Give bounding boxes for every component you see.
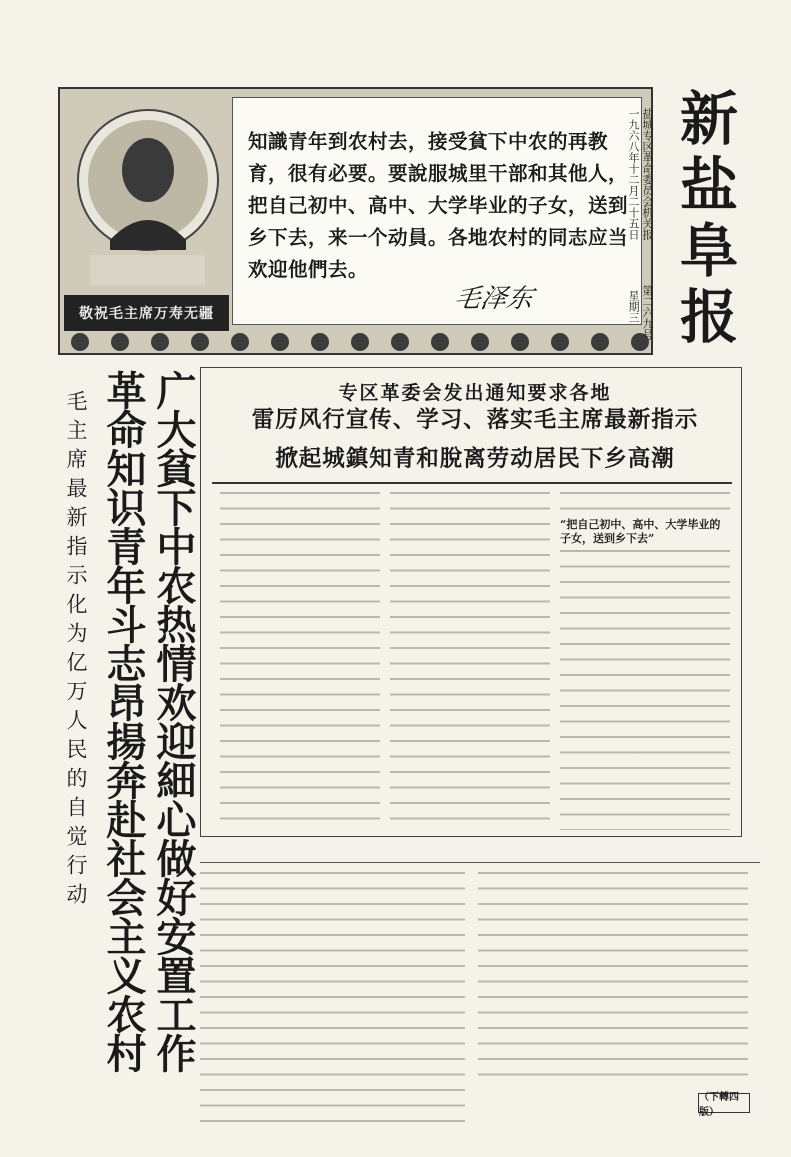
continued-label: （下轉四版） xyxy=(698,1093,750,1113)
left-vertical-slogan: 毛主席最新指示化为亿万人民的自觉行动 xyxy=(64,390,88,912)
masthead-weekday: 星期三 xyxy=(627,290,640,323)
article-highlight-quote: “把自己初中、高中、大学毕业的子女，送到乡下去” xyxy=(560,518,721,545)
article-kicker: 专区革委会发出通知要求各地 xyxy=(338,382,612,404)
big-headline-2: 革命知识青年斗志昂揚奔赴社会主义农村 xyxy=(100,370,147,1072)
article-column-3 xyxy=(560,550,730,830)
section-divider xyxy=(200,862,760,863)
big-headline-1: 广大貧下中农热情欢迎細心做好安置工作 xyxy=(150,370,197,1072)
article-column-1 xyxy=(220,492,380,830)
portrait-image xyxy=(70,100,225,290)
masthead-issue: 第二六九号 xyxy=(641,285,654,340)
lower-article-column-1 xyxy=(200,872,465,1122)
lower-article-column-2 xyxy=(478,872,748,1087)
chairman-quote: 知識青年到农村去，接受貧下中农的再教育，很有必要。要說服城里干部和其他人，把自己初中、高中、大学毕业的子女，送到乡下去，来一个动員。各地农村的同志应当欢迎他們去。 xyxy=(248,130,629,281)
article-headline-2: 掀起城鎮知青和脫离劳动居民下乡高潮 xyxy=(275,446,675,472)
masthead-title: 新盐阜报 xyxy=(670,88,738,352)
portrait-caption: 敬祝毛主席万寿无疆 xyxy=(64,295,229,331)
masthead-date: 一九六八年十二月二十五日 xyxy=(627,108,640,240)
signature: 毛泽东 xyxy=(451,284,536,314)
article-column-3-top xyxy=(560,492,730,512)
flower-border xyxy=(60,330,650,354)
headline-rule xyxy=(212,482,732,484)
masthead-publisher: 盐城专区革命委员会机关报 xyxy=(641,108,654,240)
article-column-2 xyxy=(390,492,550,830)
article-headline-1: 雷厉风行宣传、学习、落实毛主席最新指示 xyxy=(251,407,699,433)
